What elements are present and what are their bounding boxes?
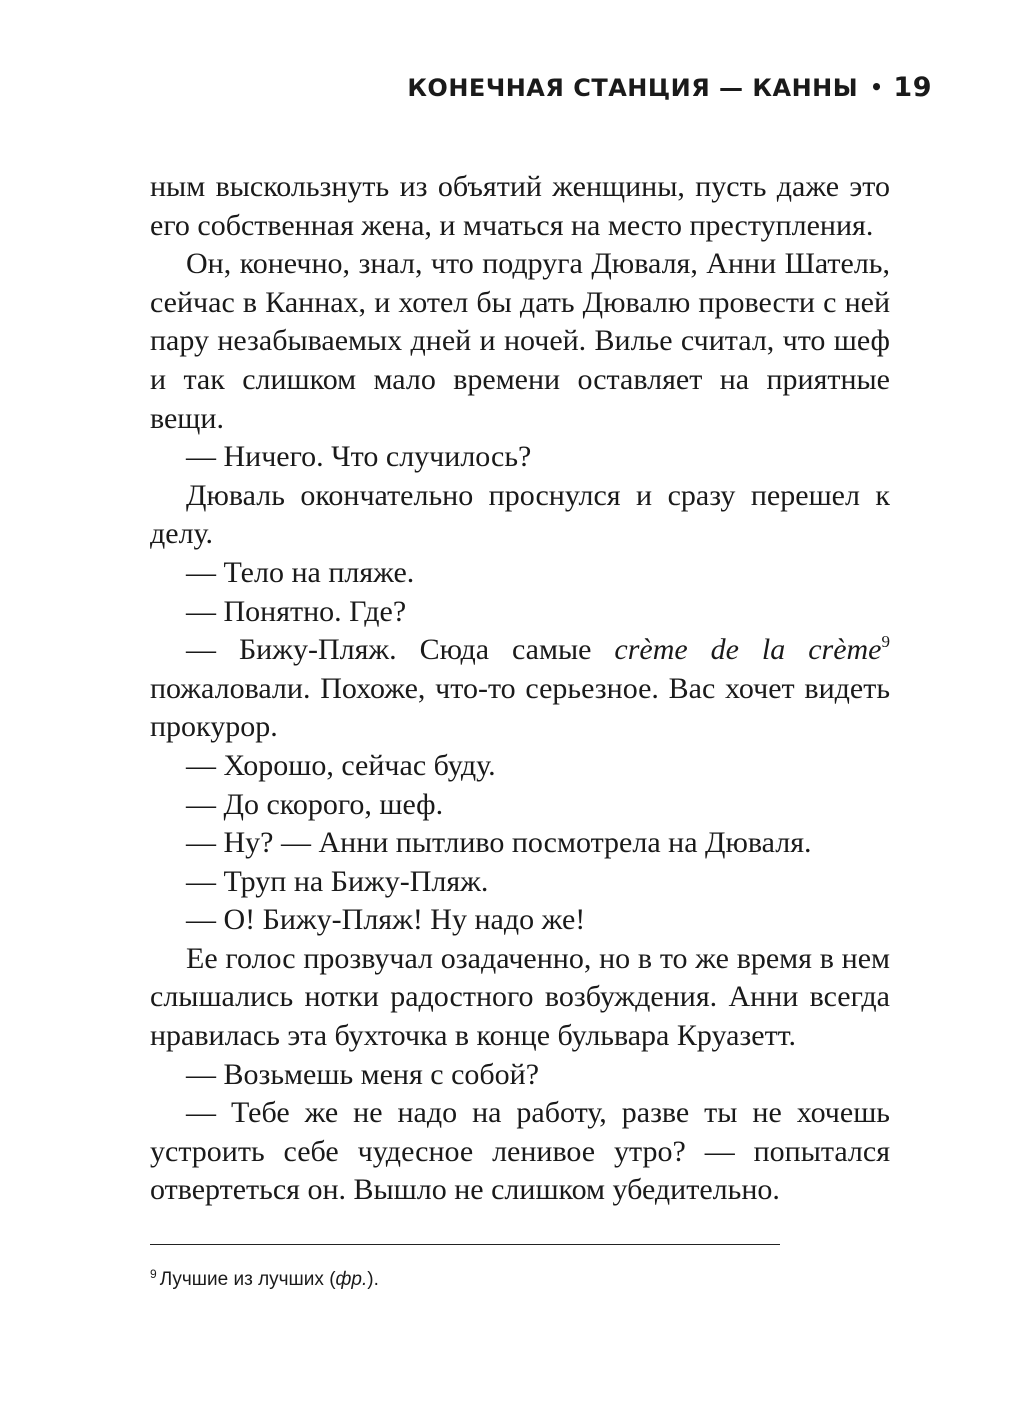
bullet-separator-icon: • [870, 75, 884, 99]
paragraph-9: — До скорого, шеф. [186, 787, 444, 821]
page-number: 19 [893, 72, 932, 103]
footnote [150, 1268, 379, 1292]
footnote-text-end: ). [367, 1269, 379, 1290]
paragraph-5: — Тело на пляже. [186, 555, 415, 589]
footnote-number: 9 [150, 1267, 157, 1281]
paragraph-6: — Понятно. Где? [186, 594, 407, 628]
running-header-title: КОНЕЧНАЯ СТАНЦИЯ — КАННЫ [407, 74, 859, 102]
paragraph-13: Ее голос прозвучал озадаченно, но в то же время в нем слышались нотки радостного возбуждения. Анни всегда нравилась эта бухточка в конце бульвара Круазетт. [150, 941, 890, 1053]
running-header [407, 72, 932, 103]
paragraph-11: — Труп на Бижу-Пляж. [186, 864, 489, 898]
paragraph-3: — Ничего. Что случилось? [186, 440, 532, 474]
paragraph-10: — Ну? — Анни пытливо посмотрела на Дюваля. [186, 826, 812, 860]
footnote-text-start: Лучшие из лучших ( [159, 1269, 336, 1290]
footnote-abbreviation: фр. [335, 1269, 368, 1290]
foreign-phrase: crème de la crème [614, 633, 882, 667]
footnote-divider [150, 1244, 780, 1245]
paragraph-4: Дюваль окончательно проснулся и сразу перешел к делу. [150, 478, 890, 551]
paragraph-7-start: — Бижу-Пляж. Сюда самые [186, 633, 615, 667]
footnote-reference[interactable]: 9 [881, 632, 890, 652]
paragraph-15: — Тебе же не надо на работу, разве ты не хочешь устроить себе чудесное ленивое утро? — попытался отвертеться он. Вышло не слишком убедительно. [150, 1096, 890, 1207]
paragraph-12: — О! Бижу-Пляж! Ну надо же! [186, 903, 586, 937]
paragraph-14: — Возьмешь меня с собой? [186, 1057, 540, 1091]
paragraph-8: — Хорошо, сейчас буду. [186, 748, 496, 782]
paragraph-7-end: пожаловали. Похоже, что-то серьезное. Вас хочет видеть прокурор. [150, 671, 890, 744]
body-text [150, 168, 890, 1210]
paragraph-1: ным выскользнуть из объятий женщины, пусть даже это его собственная жена, и мчаться на место преступления. [150, 170, 890, 242]
paragraph-2: Он, конечно, знал, что подруга Дюваля, Анни Шатель, сейчас в Каннах, и хотел бы дать Дювалю провести с ней пару незабываемых дней и ночей. Вилье считал, что шеф и так слишком мало времени оставляет на приятные вещи. [150, 247, 890, 435]
paragraph-7 [150, 631, 890, 747]
